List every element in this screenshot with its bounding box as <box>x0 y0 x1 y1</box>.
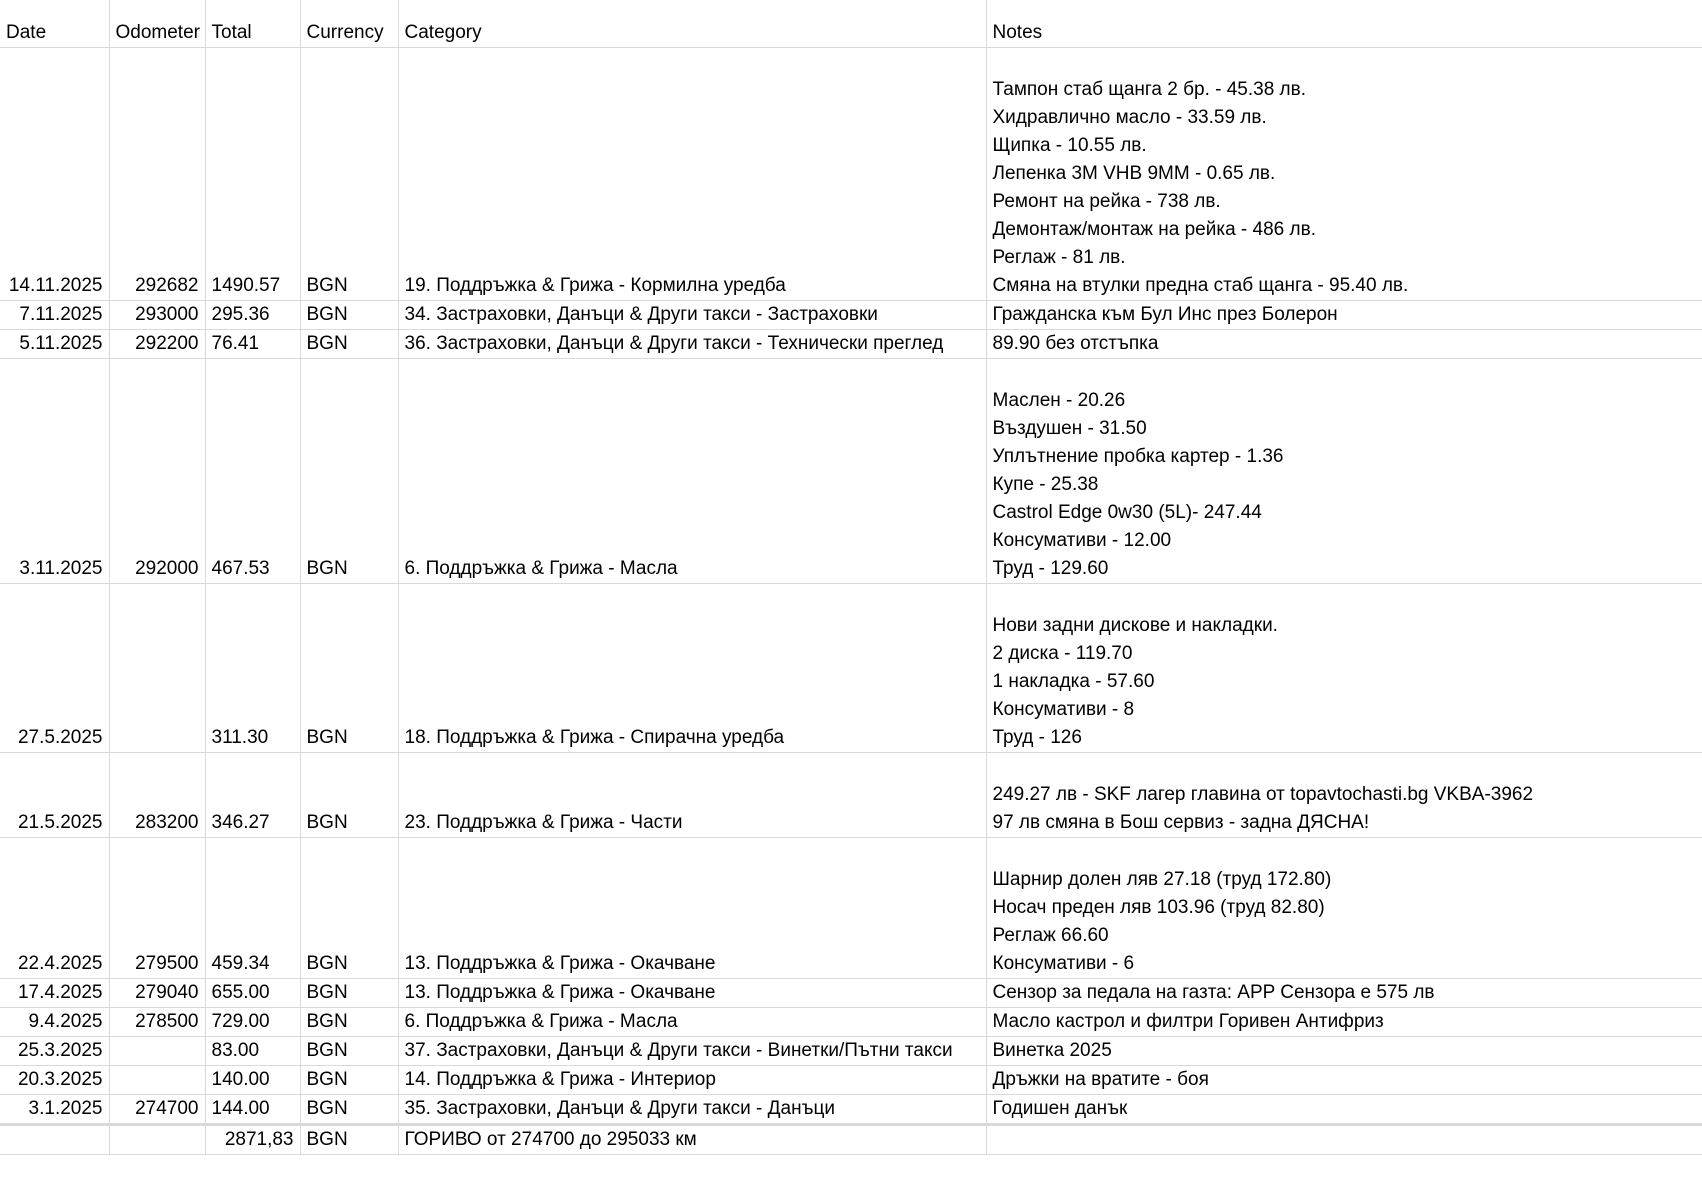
cell-category[interactable]: 13. Поддръжка & Грижа - Окачване <box>398 979 986 1008</box>
cell-currency[interactable]: BGN <box>300 838 398 979</box>
cell-date[interactable]: 25.3.2025 <box>0 1037 109 1066</box>
cell-currency[interactable]: BGN <box>300 979 398 1008</box>
cell-category[interactable]: 18. Поддръжка & Грижа - Спирачна уредба <box>398 584 986 753</box>
cell-odometer[interactable] <box>109 584 205 753</box>
cell-currency[interactable]: BGN <box>300 1095 398 1124</box>
table-row <box>0 1126 1702 1155</box>
cell-currency[interactable]: BGN <box>300 48 398 301</box>
cell-currency[interactable]: BGN <box>300 753 398 838</box>
table-row <box>0 1008 1702 1037</box>
cell-category[interactable]: 13. Поддръжка & Грижа - Окачване <box>398 838 986 979</box>
cell-category[interactable]: 6. Поддръжка & Грижа - Масла <box>398 359 986 584</box>
cell-odometer[interactable] <box>109 1126 205 1155</box>
cell-notes[interactable]: Годишен данък <box>986 1095 1702 1124</box>
cell-odometer[interactable] <box>109 1066 205 1095</box>
expense-table-body <box>0 48 1702 1155</box>
cell-total[interactable]: 1490.57 <box>205 48 300 301</box>
cell-date[interactable]: 27.5.2025 <box>0 584 109 753</box>
column-header-notes[interactable]: Notes <box>986 0 1702 48</box>
column-header-total[interactable]: Total <box>205 0 300 48</box>
cell-total[interactable]: 467.53 <box>205 359 300 584</box>
column-header-category[interactable]: Category <box>398 0 986 48</box>
cell-odometer[interactable] <box>109 1037 205 1066</box>
cell-date[interactable]: 17.4.2025 <box>0 979 109 1008</box>
cell-date[interactable]: 7.11.2025 <box>0 301 109 330</box>
cell-total[interactable]: 2871,83 <box>205 1126 300 1155</box>
cell-odometer[interactable]: 292000 <box>109 359 205 584</box>
table-row <box>0 838 1702 979</box>
cell-odometer[interactable]: 279500 <box>109 838 205 979</box>
table-row <box>0 584 1702 753</box>
cell-notes[interactable]: Маслен - 20.26 Въздушен - 31.50 Уплътнение пробка картер - 1.36 Купе - 25.38 Castrol Edge 0w30 (5L)- 247.44 Консумативи - 12.00 Труд - 129.60 <box>986 359 1702 584</box>
cell-date[interactable] <box>0 1126 109 1155</box>
table-row <box>0 753 1702 838</box>
cell-category[interactable]: 19. Поддръжка & Грижа - Кормилна уредба <box>398 48 986 301</box>
cell-date[interactable]: 20.3.2025 <box>0 1066 109 1095</box>
cell-total[interactable]: 140.00 <box>205 1066 300 1095</box>
cell-notes[interactable]: Винетка 2025 <box>986 1037 1702 1066</box>
cell-notes[interactable]: 249.27 лв - SKF лагер главина от topavtochasti.bg VKBA-3962 97 лв смяна в Бош сервиз - задна ДЯСНА! <box>986 753 1702 838</box>
cell-total[interactable]: 76.41 <box>205 330 300 359</box>
cell-total[interactable]: 346.27 <box>205 753 300 838</box>
cell-category[interactable]: 14. Поддръжка & Грижа - Интериор <box>398 1066 986 1095</box>
cell-date[interactable]: 21.5.2025 <box>0 753 109 838</box>
header-row <box>0 0 1702 48</box>
cell-odometer[interactable]: 274700 <box>109 1095 205 1124</box>
table-row <box>0 301 1702 330</box>
cell-currency[interactable]: BGN <box>300 1126 398 1155</box>
cell-total[interactable]: 655.00 <box>205 979 300 1008</box>
cell-category[interactable]: ГОРИВО от 274700 до 295033 км <box>398 1126 986 1155</box>
cell-currency[interactable]: BGN <box>300 584 398 753</box>
cell-odometer[interactable]: 292200 <box>109 330 205 359</box>
cell-odometer[interactable]: 293000 <box>109 301 205 330</box>
column-header-currency[interactable]: Currency <box>300 0 398 48</box>
cell-notes[interactable]: Шарнир долен ляв 27.18 (труд 172.80) Носач преден ляв 103.96 (труд 82.80) Реглаж 66.60 Консумативи - 6 <box>986 838 1702 979</box>
cell-category[interactable]: 34. Застраховки, Данъци & Други такси - Застраховки <box>398 301 986 330</box>
cell-notes[interactable]: Тампон стаб щанга 2 бр. - 45.38 лв. Хидравлично масло - 33.59 лв. Щипка - 10.55 лв. Лепенка 3M VHB 9MM - 0.65 лв. Ремонт на рейка - 738 лв. Демонтаж/монтаж на рейка - 486 лв. Реглаж - 81 лв. Смяна на втулки предна стаб щанга - 95.40 лв. <box>986 48 1702 301</box>
cell-notes[interactable]: Нови задни дискове и накладки. 2 диска - 119.70 1 накладка - 57.60 Консумативи - 8 Труд - 126 <box>986 584 1702 753</box>
cell-notes[interactable]: Сензор за педала на газта: APP Сензора е 575 лв <box>986 979 1702 1008</box>
cell-currency[interactable]: BGN <box>300 330 398 359</box>
cell-currency[interactable]: BGN <box>300 1037 398 1066</box>
cell-category[interactable]: 37. Застраховки, Данъци & Други такси - Винетки/Пътни такси <box>398 1037 986 1066</box>
cell-total[interactable]: 144.00 <box>205 1095 300 1124</box>
cell-currency[interactable]: BGN <box>300 359 398 584</box>
table-row <box>0 979 1702 1008</box>
cell-date[interactable]: 14.11.2025 <box>0 48 109 301</box>
cell-total[interactable]: 295.36 <box>205 301 300 330</box>
cell-odometer[interactable]: 292682 <box>109 48 205 301</box>
table-row <box>0 1066 1702 1095</box>
cell-date[interactable]: 22.4.2025 <box>0 838 109 979</box>
cell-date[interactable]: 9.4.2025 <box>0 1008 109 1037</box>
cell-total[interactable]: 83.00 <box>205 1037 300 1066</box>
table-row <box>0 1095 1702 1124</box>
table-row <box>0 48 1702 301</box>
cell-total[interactable]: 311.30 <box>205 584 300 753</box>
cell-notes[interactable]: Масло кастрол и филтри Горивен Антифриз <box>986 1008 1702 1037</box>
column-header-date[interactable]: Date <box>0 0 109 48</box>
cell-currency[interactable]: BGN <box>300 1066 398 1095</box>
cell-category[interactable]: 35. Застраховки, Данъци & Други такси - Данъци <box>398 1095 986 1124</box>
table-row <box>0 330 1702 359</box>
cell-notes[interactable]: 89.90 без отстъпка <box>986 330 1702 359</box>
cell-currency[interactable]: BGN <box>300 301 398 330</box>
cell-notes[interactable]: Дръжки на вратите - боя <box>986 1066 1702 1095</box>
cell-category[interactable]: 23. Поддръжка & Грижа - Части <box>398 753 986 838</box>
cell-notes[interactable]: Гражданска към Бул Инс през Болерон <box>986 301 1702 330</box>
cell-odometer[interactable]: 279040 <box>109 979 205 1008</box>
cell-category[interactable]: 36. Застраховки, Данъци & Други такси - Технически преглед <box>398 330 986 359</box>
table-row <box>0 359 1702 584</box>
cell-total[interactable]: 729.00 <box>205 1008 300 1037</box>
cell-date[interactable]: 5.11.2025 <box>0 330 109 359</box>
cell-category[interactable]: 6. Поддръжка & Грижа - Масла <box>398 1008 986 1037</box>
table-row <box>0 1037 1702 1066</box>
cell-currency[interactable]: BGN <box>300 1008 398 1037</box>
cell-notes[interactable] <box>986 1126 1702 1155</box>
cell-odometer[interactable]: 283200 <box>109 753 205 838</box>
column-header-odometer[interactable]: Odometer <box>109 0 205 48</box>
cell-odometer[interactable]: 278500 <box>109 1008 205 1037</box>
cell-date[interactable]: 3.11.2025 <box>0 359 109 584</box>
cell-total[interactable]: 459.34 <box>205 838 300 979</box>
cell-date[interactable]: 3.1.2025 <box>0 1095 109 1124</box>
